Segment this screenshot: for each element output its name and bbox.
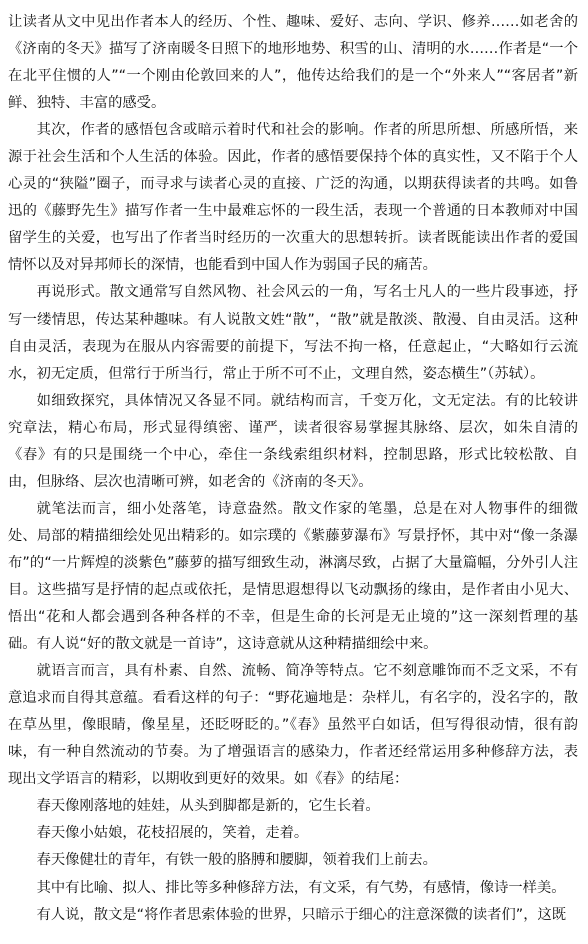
paragraph-8: 有人说，散文是“将作者思索体验的世界，只暗示于细心的注意深微的读者们”，这既 (36, 906, 567, 923)
paragraph-6: 就语言而言，具有朴素、自然、流畅、简净等特点。它不刻意雕饰而不乏文采，不有意追求而自得其意蕴。看看这样的句子：“野花遍地是：杂样儿，有名字的，没名字的，散在草丛里，像眼睛，像星星，还眨呀眨的。”《春》虽然平白如话，但写得很动情，很有韵味，有一种自然流动的节奏。为了增强语言的感染力，作者还经常运用多种修辞方法，表现出文学语言的精彩，以期收到更好的效果。如《春》的结尾： (8, 663, 578, 788)
paragraph-2: 其次，作者的感悟包含或暗示着时代和社会的影响。作者的所思所想、所感所悟，来源于社会生活和个人生活的体验。因此，作者的感悟要保持个体的真实性，又不陷于个人心灵的“狭隘”圈子，而寻求与读者心灵的直接、广泛的沟通，以期获得读者的共鸣。如鲁迅的《藤野先生》描写作者一生中最难忘怀的一段生活，表现一个普通的日本教师对中国留学生的关爱，也写出了作者当时经历的一次重大的思想转折。读者既能读出作者的爱国情怀以及对异邦师长的深情，也能看到中国人作为弱国子民的痛苦。 (8, 122, 578, 274)
quote-line-3: 春天像健壮的青年，有铁一般的胳膊和腰脚，领着我们上前去。 (36, 852, 437, 869)
quote-line-2: 春天像小姑娘，花枝招展的，笑着，走着。 (36, 825, 309, 842)
paragraph-3: 再说形式。散文通常写自然风物、社会风云的一角，写名士凡人的一些片段事迹，抒写一缕情思，传达某种趣味。有人说散文姓“散”，“散”就是散淡、散漫、自由灵活。这种自由灵活，表现为在服从内容需要的前提下，写法不拘一格，任意起止，“大略如行云流水，初无定质，但常行于所当行，常止于所不可不止，文理自然，姿态横生”（苏轼）。 (8, 284, 578, 382)
paragraph-1: 让读者从文中见出作者本人的经历、个性、趣味、爱好、志向、学识、修养……如老舍的《济南的冬天》描写了济南暖冬日照下的地形地势、积雪的山、清明的水……作者是“一个在北平住惯的人”“一个刚由伦敦回来的人”，他传达给我们的是一个“外来人”“客居者”新鲜、独特、丰富的感受。 (8, 14, 578, 112)
paragraph-4: 如细致探究，具体情况又各显不同。就结构而言，千变万化，文无定法。有的比较讲究章法，精心布局，形式显得缜密、谨严，读者很容易掌握其脉络、层次，如朱自清的《春》有的只是围绕一个中心，牵住一条线索组织材料，控制思路，形式比较松散、自由，但脉络、层次也清晰可辨，如老舍的《济南的冬天》。 (8, 392, 578, 490)
quote-line-1: 春天像刚落地的娃娃，从头到脚都是新的，它生长着。 (36, 798, 380, 815)
paragraph-7: 其中有比喻、拟人、排比等多种修辞方法，有文采，有气势，有感情，像诗一样美。 (36, 879, 566, 896)
paragraph-5: 就笔法而言，细小处落笔，诗意盎然。散文作家的笔墨，总是在对人物事件的细微处、局部的精描细绘处见出精彩的。如宗璞的《紫藤萝瀑布》写景抒怀，其中对“像一条瀑布”的“一片辉煌的淡紫色”藤萝的描写细致生动，淋漓尽致，占据了大量篇幅，分外引人注目。这些描写是抒情的起点或依托，是情思遐想得以飞动飘扬的缘由，是作者由小见大、悟出“花和人都会遇到各种各样的不幸，但是生命的长河是无止境的”这一深刻哲理的基础。有人说“好的散文就是一首诗”，这诗意就从这种精描细绘中来。 (8, 500, 578, 653)
